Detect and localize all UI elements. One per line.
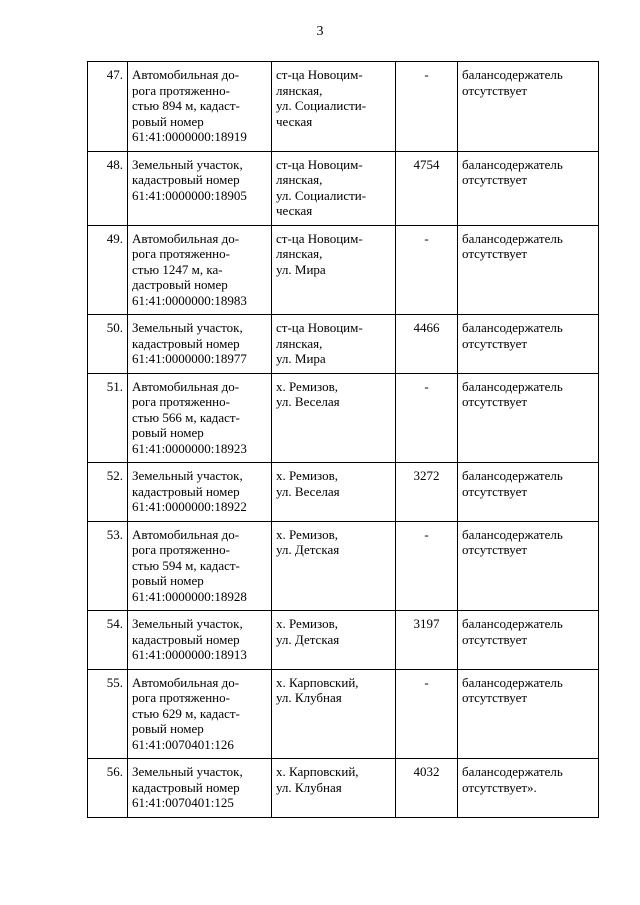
object-name-cell [128,759,272,818]
area-cell [396,669,458,759]
balance-holder-line: отсутствует [462,335,528,351]
row-number: 54. [106,616,123,631]
area-value: 4466 [413,320,440,335]
address-line: ул. Мира [276,351,326,366]
area-value: - [424,67,429,82]
object-name-line: 61:41:0000000:18913 [132,647,247,662]
page-number: 3 [316,24,324,39]
balance-holder-line: отсутствует [462,394,528,409]
balance-holder-line: балансодержатель [462,230,563,246]
address-line: х. Ремизов, [276,616,338,631]
object-name-cell [128,151,272,225]
object-name-line: рога протяженно- [132,82,230,98]
row-number-cell [88,62,128,152]
object-name-line: Автомобильная до- [132,674,240,690]
row-number-cell [88,315,128,374]
row-number: 55. [106,674,123,690]
table-row [88,373,599,463]
area-value: 3272 [413,468,440,483]
object-name-cell [128,463,272,522]
address-line: ст-ца Новоцим- [276,67,363,82]
object-name-line: 61:41:0070401:125 [132,795,234,810]
object-name-line: стью 629 м, кадаст- [132,705,240,721]
address-cell [272,611,396,670]
row-number-cell [88,521,128,611]
address-cell [272,373,396,463]
object-name-line: рога протяженно- [132,394,230,409]
address-line: лянская, [276,246,323,261]
balance-holder-line: балансодержатель [462,320,563,335]
object-name-line: Земельный участок, [132,156,243,172]
area-value: 4032 [413,764,440,779]
row-number: 53. [106,526,123,542]
area-cell [396,611,458,670]
area-value: - [424,526,429,542]
object-name-line: дастровый номер [132,277,228,292]
object-name-line: Земельный участок, [132,616,243,631]
object-name-line: ровый номер [132,573,204,588]
object-name-line: кадастровый номер [132,335,240,351]
object-name-line: стью 566 м, кадаст- [132,409,240,425]
row-number-cell [88,151,128,225]
balance-holder-cell [458,151,599,225]
balance-holder-cell [458,521,599,611]
object-name-cell [128,373,272,463]
address-line: ул. Социалисти- [276,98,367,113]
object-name-line: ровый номер [132,721,204,736]
area-cell [396,759,458,818]
object-name-line: рога протяженно- [132,690,230,705]
balance-holder-cell [458,611,599,670]
address-cell [272,759,396,818]
table-row [88,151,599,225]
address-line: ческая [276,113,313,129]
address-cell [272,669,396,759]
address-line: х. Ремизов, [276,468,338,483]
balance-holder-cell [458,225,599,315]
object-name-line: Земельный участок, [132,320,243,335]
object-name-line: рога протяженно- [132,246,230,261]
address-line: ул. Мира [276,261,326,277]
address-cell [272,62,396,152]
row-number-cell [88,669,128,759]
balance-holder-line: отсутствует [462,631,528,647]
area-cell [396,463,458,522]
row-number: 47. [106,67,123,82]
address-line: ул. Социалисти- [276,187,367,203]
address-line: ул. Детская [276,631,340,647]
row-number: 52. [106,468,123,483]
balance-holder-cell [458,463,599,522]
object-name-cell [128,611,272,670]
balance-holder-cell [458,62,599,152]
row-number: 56. [106,764,123,779]
object-name-line: 61:41:0000000:18928 [132,588,247,604]
balance-holder-line: отсутствует [462,82,528,98]
object-name-line: 61:41:0000000:18983 [132,292,247,308]
table-row [88,225,599,315]
address-line: лянская, [276,82,323,98]
balance-holder-line: отсутствует [462,542,528,557]
table-row [88,521,599,611]
object-name-line: Автомобильная до- [132,526,240,542]
balance-holder-line: отсутствует [462,246,528,261]
row-number: 49. [106,230,123,246]
address-line: ул. Клубная [276,690,342,705]
address-line: ул. Веселая [276,483,340,499]
object-name-line: 61:41:0000000:18905 [132,187,247,203]
balance-holder-line: отсутствует». [462,779,537,795]
address-line: х. Ремизов, [276,378,338,394]
balance-holder-line: балансодержатель [462,526,563,542]
address-line: ст-ца Новоцим- [276,320,363,335]
area-cell [396,225,458,315]
row-number-cell [88,225,128,315]
area-cell [396,62,458,152]
object-name-cell [128,62,272,152]
object-name-line: 61:41:0070401:126 [132,736,234,752]
area-value: 4754 [413,156,440,172]
balance-holder-line: балансодержатель [462,674,563,690]
object-name-line: Автомобильная до- [132,230,240,246]
address-cell [272,225,396,315]
balance-holder-line: балансодержатель [462,67,563,82]
balance-holder-line: балансодержатель [462,156,563,172]
address-line: х. Карповский, [276,674,359,690]
object-name-line: кадастровый номер [132,779,240,795]
balance-holder-cell [458,759,599,818]
balance-holder-line: балансодержатель [462,616,563,631]
object-name-line: 61:41:0000000:18919 [132,129,247,144]
object-name-line: кадастровый номер [132,483,240,499]
row-number-cell [88,759,128,818]
area-cell [396,151,458,225]
object-name-line: стью 1247 м, ка- [132,261,223,277]
table-row [88,759,599,818]
object-name-line: стью 594 м, кадаст- [132,557,240,573]
balance-holder-line: отсутствует [462,690,528,705]
row-number: 50. [106,320,123,335]
area-value: - [424,674,429,690]
property-register-table [87,61,599,818]
object-name-line: Автомобильная до- [132,378,240,394]
object-name-cell [128,669,272,759]
table-body [88,62,599,818]
object-name-line: Автомобильная до- [132,67,240,82]
object-name-cell [128,521,272,611]
object-name-line: 61:41:0000000:18922 [132,499,247,514]
row-number: 48. [106,156,123,172]
area-value: 3197 [413,616,440,631]
address-line: х. Ремизов, [276,526,338,542]
address-line: ст-ца Новоцим- [276,156,363,172]
object-name-line: ровый номер [132,113,204,129]
table-row [88,669,599,759]
balance-holder-cell [458,373,599,463]
object-name-line: стью 894 м, кадаст- [132,98,240,113]
object-name-line: кадастровый номер [132,631,240,647]
object-name-line: 61:41:0000000:18923 [132,440,247,456]
row-number-cell [88,463,128,522]
address-line: лянская, [276,172,323,187]
address-line: лянская, [276,335,323,351]
table-row [88,315,599,374]
object-name-line: Земельный участок, [132,468,243,483]
row-number: 51. [106,378,123,394]
balance-holder-line: балансодержатель [462,378,563,394]
address-cell [272,315,396,374]
object-name-cell [128,225,272,315]
area-value: - [424,230,429,246]
balance-holder-line: балансодержатель [462,764,563,779]
table-row [88,62,599,152]
address-cell [272,151,396,225]
address-line: ул. Детская [276,542,340,557]
area-cell [396,373,458,463]
address-line: ул. Веселая [276,394,340,409]
address-cell [272,463,396,522]
balance-holder-cell [458,315,599,374]
balance-holder-cell [458,669,599,759]
balance-holder-line: балансодержатель [462,468,563,483]
address-line: х. Карповский, [276,764,359,779]
object-name-line: ровый номер [132,425,204,440]
address-line: ческая [276,203,313,218]
balance-holder-line: отсутствует [462,172,528,187]
object-name-line: 61:41:0000000:18977 [132,351,247,366]
table-row [88,463,599,522]
object-name-line: кадастровый номер [132,172,240,187]
object-name-cell [128,315,272,374]
object-name-line: рога протяженно- [132,542,230,557]
address-line: ст-ца Новоцим- [276,230,363,246]
address-cell [272,521,396,611]
area-cell [396,521,458,611]
table-row [88,611,599,670]
area-value: - [424,378,429,394]
area-cell [396,315,458,374]
row-number-cell [88,611,128,670]
object-name-line: Земельный участок, [132,764,243,779]
address-line: ул. Клубная [276,779,342,795]
balance-holder-line: отсутствует [462,483,528,499]
row-number-cell [88,373,128,463]
